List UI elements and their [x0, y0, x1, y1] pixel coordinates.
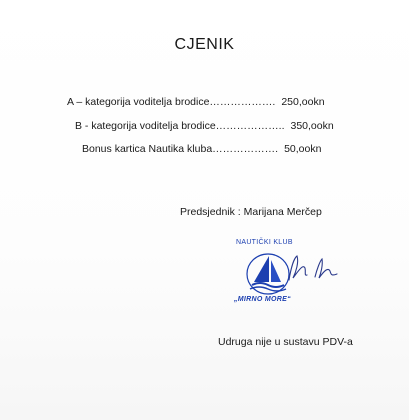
- price-row-value: 350,ookn: [290, 120, 334, 132]
- handwritten-signature: [285, 250, 345, 285]
- vat-note: Udruga nije u sustavu PDV-a: [218, 336, 353, 348]
- signatory-line: Predsjednik : Marijana Merčep: [180, 206, 322, 218]
- stamp-bottom-text: „MIRNO MORE“: [234, 296, 291, 303]
- price-row-a: [67, 96, 325, 108]
- price-row-value: 50,ookn: [284, 143, 322, 155]
- stamp-top-text: NAUTIČKI KLUB: [236, 239, 293, 246]
- price-row-label: B - kategorija voditelja brodice………………..: [75, 120, 285, 132]
- price-row-label: Bonus kartica Nautika kluba……………….: [82, 143, 279, 155]
- price-row-label: A – kategorija voditelja brodice……………….: [67, 96, 276, 108]
- price-row-b: [75, 120, 334, 132]
- document-title: CJENIK: [174, 36, 235, 53]
- price-row-bonus: [82, 143, 321, 155]
- price-row-value: 250,ookn: [281, 96, 325, 108]
